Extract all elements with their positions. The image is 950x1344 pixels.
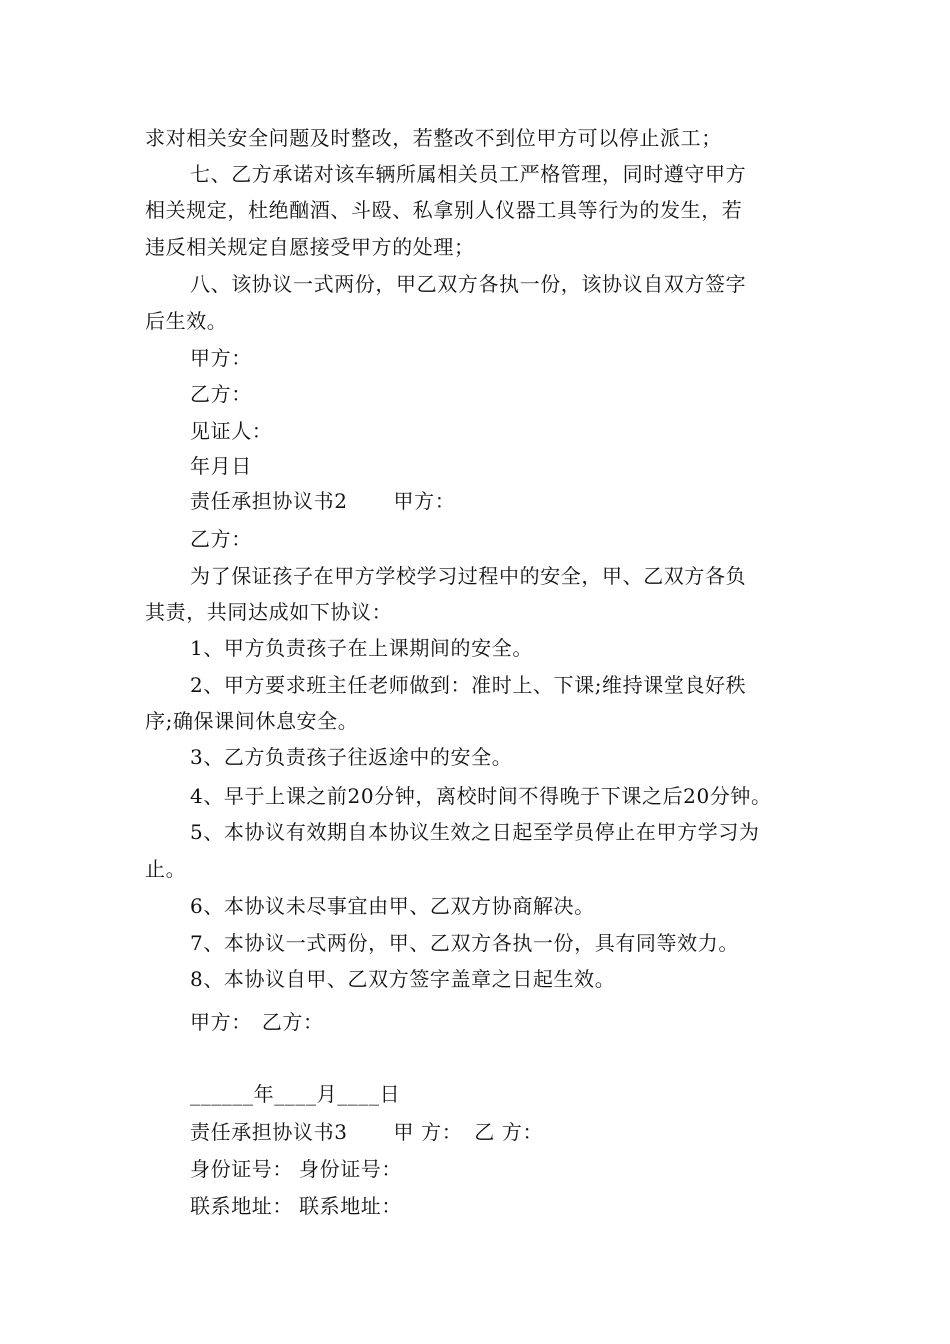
party-a-label: 甲方：	[393, 489, 456, 513]
party-b-label: 乙方：	[190, 527, 252, 551]
clause-item: 5、本协议有效期自本协议生效之日起至学员停止在甲方学习为	[190, 820, 760, 844]
date-blank-line: ______年____月____日	[190, 1082, 401, 1106]
party-b-address-label: 联系地址：	[299, 1194, 402, 1218]
party-a-address-label: 联系地址：	[190, 1194, 293, 1218]
party-b-label: 乙 方：	[474, 1120, 544, 1144]
paragraph-line: 后生效。	[145, 309, 228, 333]
clause-item: 8、本协议自甲、乙双方签字盖章之日起生效。	[190, 967, 616, 991]
signature-row	[190, 1008, 324, 1036]
address-row	[190, 1192, 402, 1220]
paragraph-line: 违反相关规定自愿接受甲方的处理；	[145, 235, 475, 259]
section-title: 责任承担协议书2	[190, 489, 348, 513]
paragraph-line: 为了保证孩子在甲方学校学习过程中的安全，甲、乙双方各负	[190, 564, 747, 588]
id-number-row	[190, 1155, 402, 1183]
clause-item-continued: 止。	[145, 857, 187, 881]
clause-item: 3、乙方负责孩子往返途中的安全。	[190, 745, 513, 769]
party-a-id-label: 身份证号：	[190, 1157, 293, 1181]
party-b-label: 乙方：	[261, 1010, 324, 1034]
paragraph-line: 求对相关安全问题及时整改，若整改不到位甲方可以停止派工；	[145, 126, 722, 150]
section-title: 责任承担协议书3	[190, 1120, 348, 1144]
signature-party-a: 甲方：	[190, 346, 252, 370]
paragraph-line: 八、该协议一式两份，甲乙双方各执一份，该协议自双方签字	[190, 272, 747, 296]
party-b-id-label: 身份证号：	[299, 1157, 402, 1181]
paragraph-line: 其责，共同达成如下协议：	[145, 600, 393, 624]
party-a-label: 甲方：	[190, 1010, 252, 1034]
paragraph-line: 相关规定，杜绝酗酒、斗殴、私拿别人仪器工具等行为的发生，若	[145, 198, 743, 222]
signature-witness: 见证人：	[190, 419, 273, 443]
clause-item: 1、甲方负责孩子在上课期间的安全。	[190, 636, 533, 660]
signature-party-b: 乙方：	[190, 382, 252, 406]
paragraph-line: 七、乙方承诺对该车辆所属相关员工严格管理，同时遵守甲方	[190, 162, 747, 186]
clause-item: 4、早于上课之前20分钟，离校时间不得晚于下课之后20分钟。	[190, 784, 772, 808]
signature-date: 年月日	[190, 454, 252, 478]
clause-item-continued: 序;确保课间休息安全。	[145, 709, 359, 733]
section-heading-3	[190, 1118, 543, 1146]
party-a-label: 甲 方：	[393, 1120, 463, 1144]
clause-item: 2、甲方要求班主任老师做到：准时上、下课;维持课堂良好秩	[190, 673, 747, 697]
clause-item: 7、本协议一式两份，甲、乙双方各执一份，具有同等效力。	[190, 931, 739, 955]
section-heading-2	[190, 487, 455, 515]
clause-item: 6、本协议未尽事宜由甲、乙双方协商解决。	[190, 894, 595, 918]
